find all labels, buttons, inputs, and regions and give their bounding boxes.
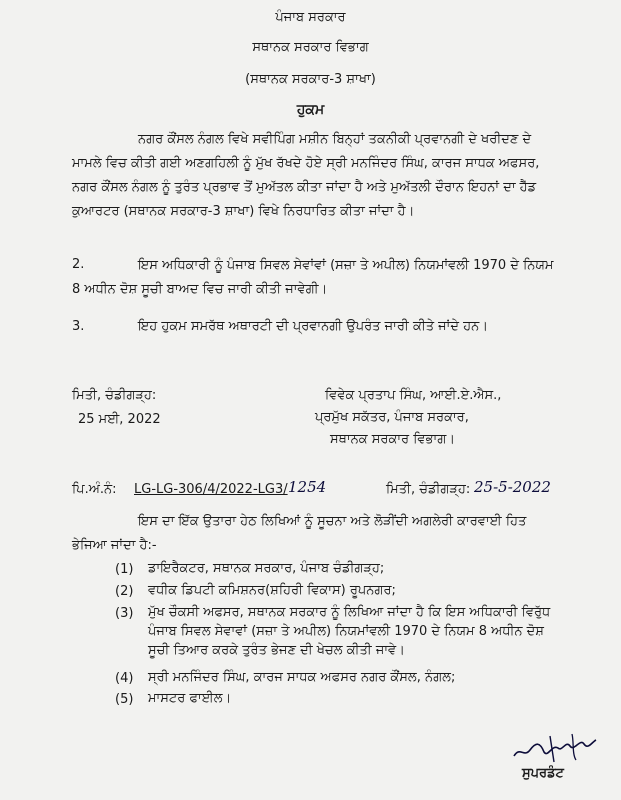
order-date: 25 ਮਈ, 2022 — [78, 412, 161, 427]
endorsement-date-label: ਮਿਤੀ, ਚੰਡੀਗੜ੍ਹ: — [386, 482, 471, 497]
signatory-name: ਵਿਵੇਕ ਪ੍ਰਤਾਪ ਸਿੰਘ, ਆਈ.ਏ.ਐਸ., — [325, 388, 502, 403]
header-government: ਪੰਜਾਬ ਸਰਕਾਰ — [275, 10, 346, 25]
list-item: ਡਾਇਰੈਕਟਰ, ਸਥਾਨਕ ਸਰਕਾਰ, ਪੰਜਾਬ ਚੰਡੀਗੜ੍ਹ; — [148, 561, 385, 576]
signatory-designation: ਪ੍ਰਮੁੱਖ ਸਕੱਤਰ, ਪੰਜਾਬ ਸਰਕਾਰ, — [315, 410, 469, 425]
superintendent-title: ਸੁਪਰਡੰਟ — [522, 766, 564, 781]
order-title: ਹੁਕਮ — [296, 102, 325, 118]
paragraph-2-number: 2. — [72, 257, 85, 272]
list-item-number: (2) — [115, 584, 134, 599]
list-item-number: (4) — [115, 671, 134, 686]
list-item: ਮੁੱਖ ਚੌਕਸੀ ਅਫਸਰ, ਸਥਾਨਕ ਸਰਕਾਰ ਨੂੰ ਲਿਖਿਆ ਜਾਂਦਾ ਹੈ ਕਿ ਇਸ ਅਧਿਕਾਰੀ ਵਿਰੁੱਧ ਪੰਜਾਬ ਸਿਵਲ ਸੇਵਾਵਾਂ (ਸਜ਼ਾ ਤੇ ਅਪੀਲ) ਨਿਯਮਾਂਵਲੀ 1970 ਦੇ ਨਿਯਮ 8 ਅਧੀਨ ਦੋਸ਼ ਸੂਚੀ ਤਿਆਰ ਕਰਕੇ ਤੁਰੰਤ ਭੇਜਣ ਦੀ ਖੇਚਲ ਕੀਤੀ ਜਾਵੇ। — [148, 605, 551, 658]
reference-handwritten-number: 1254 — [288, 478, 327, 496]
list-item: ਸ੍ਰੀ ਮਨਜਿੰਦਰ ਸਿੰਘ, ਕਾਰਜ ਸਾਧਕ ਅਫਸਰ ਨਗਰ ਕੌਂਸਲ, ਨੰਗਲ; — [148, 670, 456, 685]
paragraph-3-number: 3. — [72, 319, 85, 334]
order-place-label: ਮਿਤੀ, ਚੰਡੀਗੜ੍ਹ: — [72, 388, 157, 403]
paragraph-2: ਇਸ ਅਧਿਕਾਰੀ ਨੂੰ ਪੰਜਾਬ ਸਿਵਲ ਸੇਵਾਂਵਾਂ (ਸਜ਼ਾ ਤੇ ਅਪੀਲ) ਨਿਯਮਾਂਵਲੀ 1970 ਦੇ ਨਿਯਮ 8 ਅਧੀਨ ਦੋਸ਼ ਸੂਚੀ ਬਾਅਦ ਵਿਚ ਜਾਰੀ ਕੀਤੀ ਜਾਵੇਗੀ। — [72, 258, 554, 297]
list-item-number: (3) — [115, 606, 134, 621]
endorsement-handwritten-date: 25-5-2022 — [474, 478, 551, 496]
signatory-department: ਸਥਾਨਕ ਸਰਕਾਰ ਵਿਭਾਗ। — [330, 432, 456, 447]
header-department: ਸਥਾਨਕ ਸਰਕਾਰ ਵਿਭਾਗ — [252, 40, 369, 55]
list-item: ਵਧੀਕ ਡਿਪਟੀ ਕਮਿਸ਼ਨਰ(ਸ਼ਹਿਰੀ ਵਿਕਾਸ) ਰੂਪਨਗਰ; — [148, 583, 396, 598]
paragraph-1: ਨਗਰ ਕੌਂਸਲ ਨੰਗਲ ਵਿਖੇ ਸਵੀਪਿੰਗ ਮਸ਼ੀਨ ਬਿਨ੍ਹਾਂ ਤਕਨੀਕੀ ਪ੍ਰਵਾਨਗੀ ਦੇ ਖਰੀਦਣ ਦੇ ਮਾਮਲੇ ਵਿਚ ਕੀਤੀ ਗਈ ਅਣਗਹਿਲੀ ਨੂੰ ਮੁੱਖ ਰੱਖਦੇ ਹੋਏ ਸ੍ਰੀ ਮਨਜਿੰਦਰ ਸਿੰਘ, ਕਾਰਜ ਸਾਧਕ ਅਫਸਰ, ਨਗਰ ਕੌਂਸਲ ਨੰਗਲ ਨੂੰ ਤੁਰੰਤ ਪ੍ਰਭਾਵ ਤੋਂ ਮੁਅੱਤਲ ਕੀਤਾ ਜਾਂਦਾ ਹੈ ਅਤੇ ਮੁਅੱਤਲੀ ਦੌਰਾਨ ਇਹਨਾਂ ਦਾ ਹੈੱਡ ਕੁਆਰਟਰ (ਸਥਾਨਕ ਸਰਕਾਰ-3 ਸ਼ਾਖਾ) ਵਿਖੇ ਨਿਰਧਾਰਿਤ ਕੀਤਾ ਜਾਂਦਾ ਹੈ। — [72, 132, 540, 219]
header-branch: (ਸਥਾਨਕ ਸਰਕਾਰ-3 ਸ਼ਾਖਾ) — [245, 72, 376, 87]
list-item-number: (5) — [115, 692, 134, 707]
reference-label: ਪਿ.ਅੰ.ਨੰ: — [72, 482, 117, 497]
paragraph-3: ਇਹ ਹੁਕਮ ਸਮਰੱਥ ਅਥਾਰਟੀ ਦੀ ਪ੍ਰਵਾਨਗੀ ਉਪਰੰਤ ਜਾਰੀ ਕੀਤੇ ਜਾਂਦੇ ਹਨ। — [138, 319, 488, 334]
list-item: ਮਾਸਟਰ ਫਾਈਲ। — [148, 691, 232, 706]
endorsement-intro: ਇਸ ਦਾ ਇੱਕ ਉਤਾਰਾ ਹੇਠ ਲਿਖਿਆਂ ਨੂੰ ਸੂਚਨਾ ਅਤੇ ਲੋੜੀਂਦੀ ਅਗਲੇਰੀ ਕਾਰਵਾਈ ਹਿਤ ਭੇਜਿਆ ਜਾਂਦਾ ਹੈ:- — [72, 514, 527, 553]
handwritten-signature — [510, 728, 600, 768]
reference-number: LG-LG-306/4/2022-LG3/ — [134, 482, 288, 497]
list-item-number: (1) — [115, 562, 134, 577]
